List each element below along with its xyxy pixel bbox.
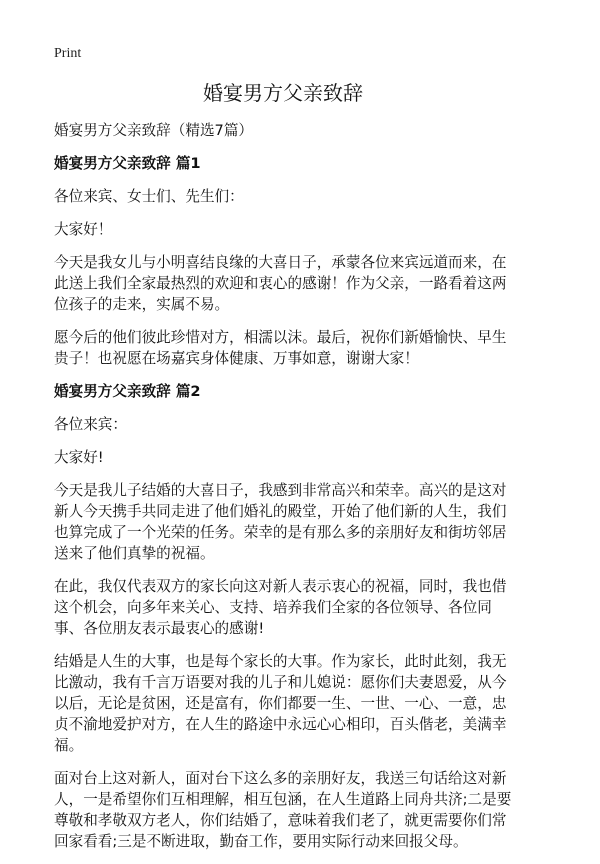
- page-title: 婚宴男方父亲致辞: [203, 81, 363, 105]
- paragraph: 在此，我仅代表双方的家长向这对新人表示衷心的祝福，同时，我也借这个机会，向多年来关心、支持、培养我们全家的各位领导、各位同事、各位朋友表示最衷心的感谢!: [54, 578, 507, 637]
- paragraph: 今天是我女儿与小明喜结良缘的大喜日子，承蒙各位来宾远道而来，在此送上我们全家最热烈的欢迎和衷心的感谢！作为父亲，一路看着这两位孩子的走来，实属不易。: [54, 254, 507, 313]
- section-heading: 婚宴男方父亲致辞 篇1: [54, 155, 201, 172]
- paragraph: 各位来宾：: [54, 416, 127, 433]
- paragraph: 大家好!: [54, 449, 104, 466]
- section-heading: 婚宴男方父亲致辞 篇2: [54, 383, 201, 400]
- paragraph: 今天是我儿子结婚的大喜日子，我感到非常高兴和荣幸。高兴的是这对新人今天携手共同走进了他们婚礼的殿堂，开始了他们新的人生，我们也算完成了一个光荣的任务。荣幸的是有那么多的亲朋好友和街坊邻居送来了他们真挚的祝福。: [54, 482, 507, 562]
- paragraph: 各位来宾、女士们、先生们：: [54, 188, 244, 205]
- subtitle: 婚宴男方父亲致辞（精选7篇）: [54, 122, 254, 139]
- paragraph: 结婚是人生的大事，也是每个家长的大事。作为家长，此时此刻，我无比激动，我有千言万语要对我的儿子和儿媳说：愿你们夫妻恩爱，从今以后，无论是贫困，还是富有，你们都要一生、一世、一心、一意，忠贞不渝地爱护对方，在人生的路途中永远心心相印，百头偕老，美满幸福。: [54, 653, 507, 754]
- print-link[interactable]: Print: [54, 46, 82, 61]
- paragraph: 面对台上这对新人，面对台下这么多的亲朋好友，我送三句话给这对新人，一是希望你们互相理解，相互包涵，在人生道路上同舟共济;二是要尊敬和孝敬双方老人，你们结婚了，意味着我们老了，就更需要你们常回家看看;三是不断进取，勤奋工作，要用实际行动来回报父母。: [54, 770, 512, 850]
- paragraph: 大家好！: [54, 221, 113, 238]
- paragraph: 愿今后的他们彼此珍惜对方，相濡以沫。最后，祝你们新婚愉快、早生贵子！也祝愿在场嘉宾身体健康、万事如意，谢谢大家！: [54, 329, 507, 367]
- document-body: [54, 80, 512, 864]
